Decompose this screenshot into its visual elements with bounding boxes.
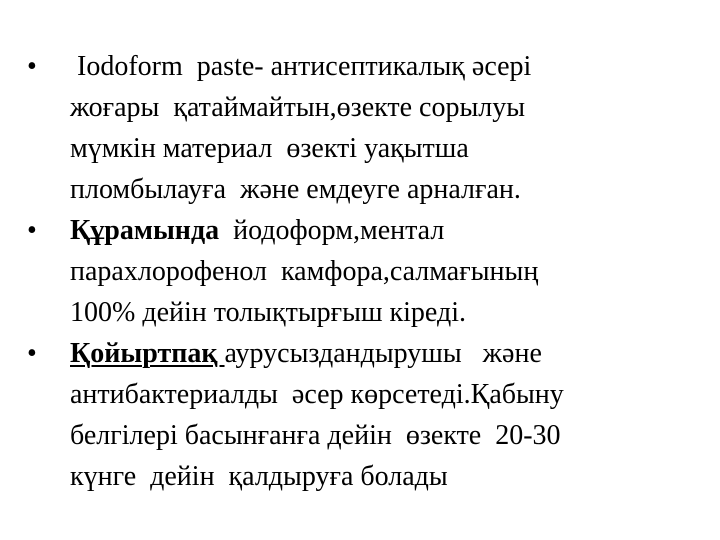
text-line: парахлорофенол камфора,салмағының (70, 256, 539, 287)
composition-heading: Құрамында (70, 215, 220, 246)
bullet-item-composition (24, 210, 704, 333)
text-line: пломбылауға және емдеуге арналған. (70, 174, 521, 205)
text-run: аурусыздандырушы және (224, 338, 542, 369)
bullet-item-iodoform-paste (24, 46, 704, 210)
bullet-item-paste-action (24, 333, 704, 497)
text-line: жоғары қатаймайтын,өзекте сорылуы (70, 92, 526, 123)
text-line: белгілері басынғанға дейін өзекте 20-30 (70, 420, 561, 451)
bullet-list (24, 46, 704, 497)
text-run: йодоформ,ментал (219, 215, 445, 246)
text-line: 100% дейін толықтырғыш кіреді. (70, 297, 467, 328)
text-line (70, 210, 704, 251)
paste-heading: Қойыртпақ (70, 338, 225, 369)
bullet-marker: • (27, 215, 37, 246)
text-line (70, 333, 704, 374)
text-line: Iodoform paste- антисептикалық әсері (70, 51, 532, 82)
bullet-marker: • (27, 51, 37, 82)
text-line: күнге дейін қалдыруға болады (70, 461, 448, 492)
bullet-marker: • (27, 338, 37, 369)
text-line: мүмкін материал өзекті уақытша (70, 133, 469, 164)
text-line: антибактериалды әсер көрсетеді.Қабыну (70, 379, 564, 410)
